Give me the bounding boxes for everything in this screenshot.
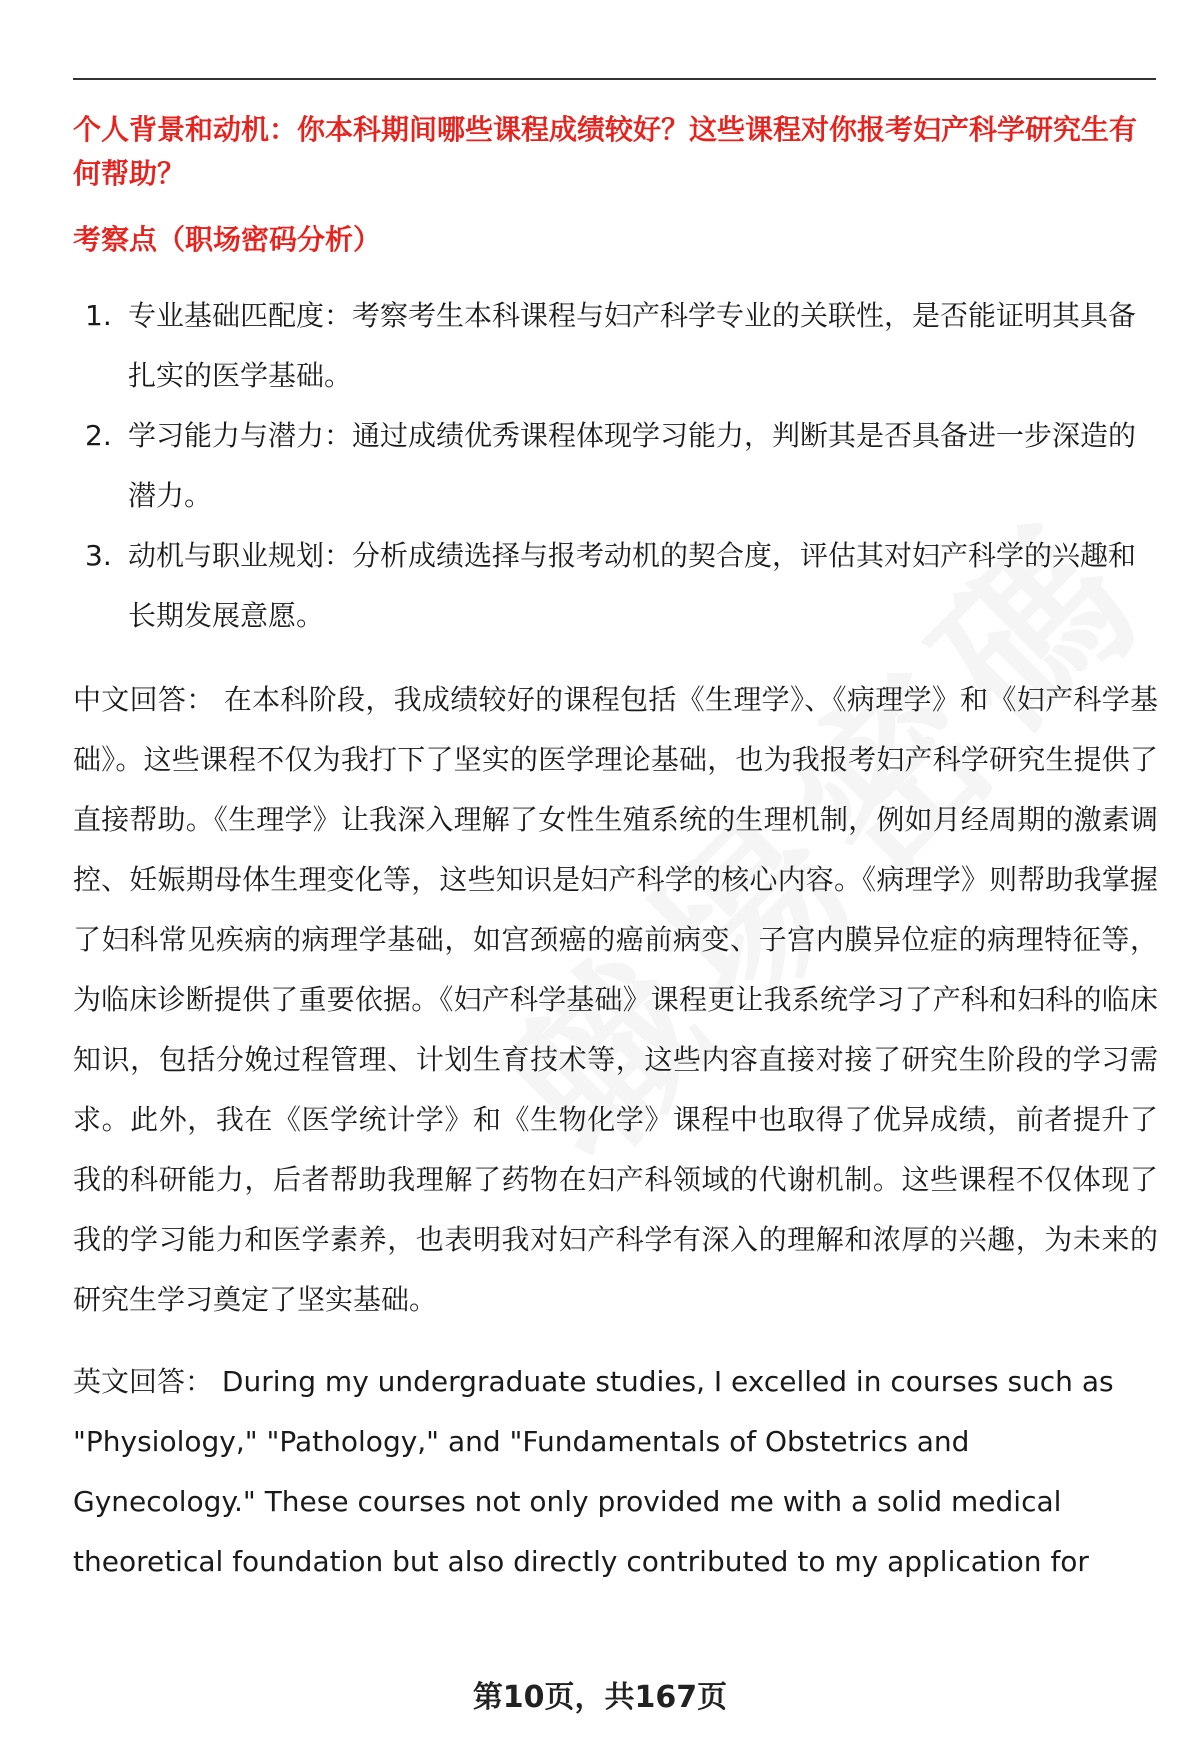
list-item	[73, 406, 1158, 526]
page-content	[73, 108, 1158, 1592]
list-item	[73, 286, 1158, 406]
list-item-number: 3.	[85, 539, 112, 572]
section-title: 考察点（职场密码分析）	[73, 223, 382, 256]
analysis-points-list	[73, 286, 1158, 646]
list-item-text: 专业基础匹配度：考察考生本科课程与妇产科学专业的关联性，是否能证明其具备扎实的医学基础。	[128, 299, 1137, 392]
header-rule	[73, 78, 1156, 80]
list-item-number: 2.	[85, 419, 112, 452]
list-item	[73, 526, 1158, 646]
list-item-text: 动机与职业规划：分析成绩选择与报考动机的契合度，评估其对妇产科学的兴趣和长期发展意愿。	[128, 539, 1137, 632]
question-heading: 个人背景和动机：你本科期间哪些课程成绩较好？这些课程对你报考妇产科学研究生有何帮助？	[73, 113, 1138, 190]
page-number: 第10页，共167页	[472, 1680, 728, 1715]
list-item-number: 1.	[85, 299, 112, 332]
chinese-answer: 中文回答： 在本科阶段，我成绩较好的课程包括《生理学》、《病理学》和《妇产科学基础》。这些课程不仅为我打下了坚实的医学理论基础，也为我报考妇产科学研究生提供了直接帮助。《生理学》让我深入理解了女性生殖系统的生理机制，例如月经周期的激素调控、妊娠期母体生理变化等，这些知识是妇产科学的核心内容。《病理学》则帮助我掌握了妇科常见疾病的病理学基础，如宫颈癌的癌前病变、子宫内膜异位症的病理特征等，为临床诊断提供了重要依据。《妇产科学基础》课程更让我系统学习了产科和妇科的临床知识，包括分娩过程管理、计划生育技术等，这些内容直接对接了研究生阶段的学习需求。此外，我在《医学统计学》和《生物化学》课程中也取得了优异成绩，前者提升了我的科研能力，后者帮助我理解了药物在妇产科领域的代谢机制。这些课程不仅体现了我的学习能力和医学素养，也表明我对妇产科学有深入的理解和浓厚的兴趣，为未来的研究生学习奠定了坚实基础。	[73, 683, 1158, 1316]
english-answer: 英文回答： During my undergraduate studies, I excelled in courses such as "Physiology," "Pathology," and "Fundamentals of Obstetrics and Gynecology." These courses not only provided me with a solid medical theoretical foundation but also directly contributed to my application for	[73, 1365, 1114, 1578]
list-item-text: 学习能力与潜力：通过成绩优秀课程体现学习能力，判断其是否具备进一步深造的潜力。	[128, 419, 1137, 512]
